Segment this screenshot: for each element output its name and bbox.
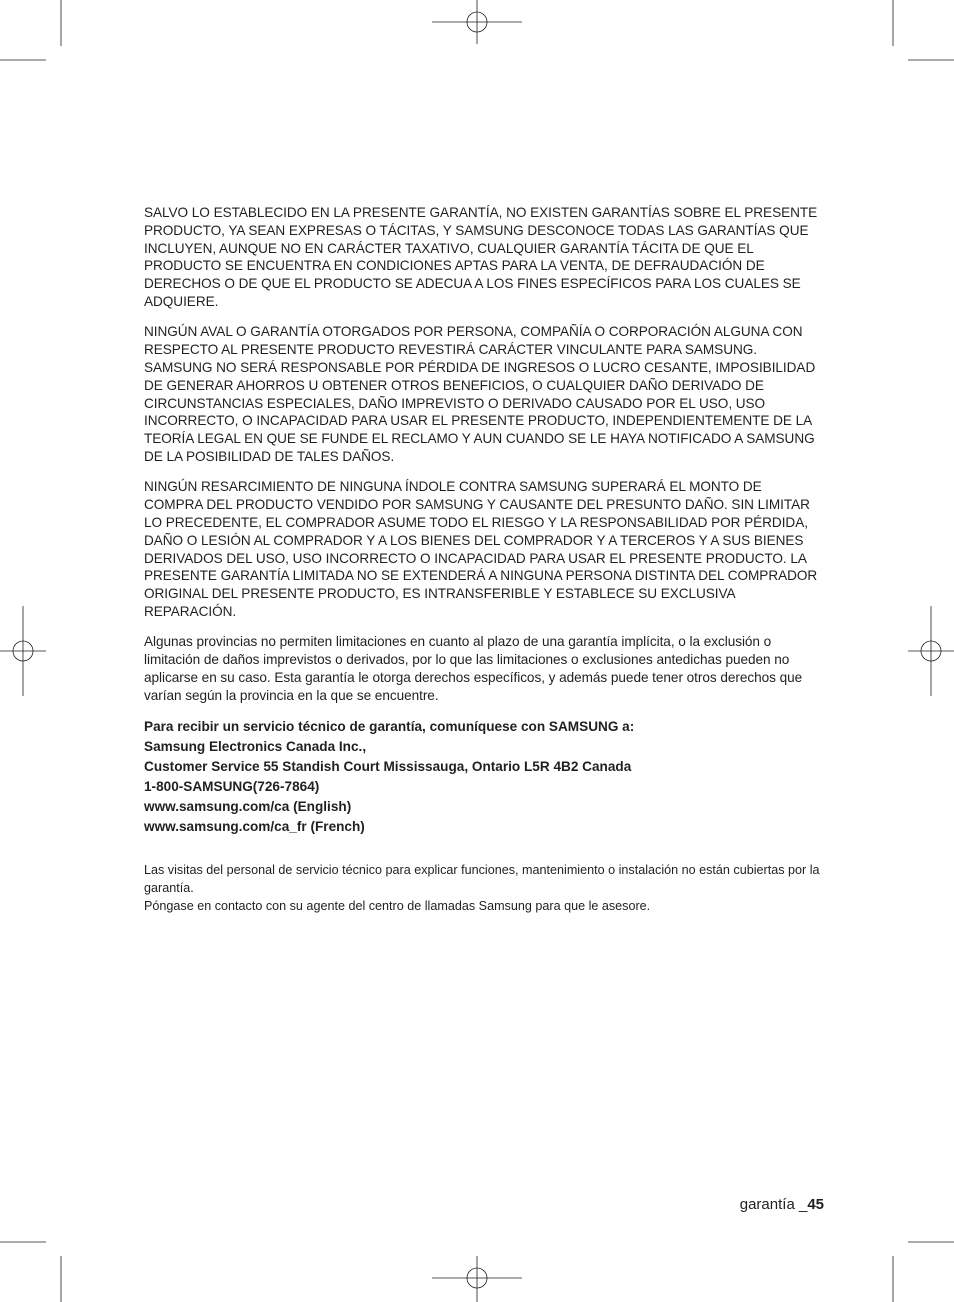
contact-web-english: www.samsung.com/ca (English) bbox=[144, 799, 352, 815]
disclaimer-paragraph-2: NINGÚN AVAL O GARANTÍA OTORGADOS POR PERSONA, COMPAÑÍA O CORPORACIÓN ALGUNA CON RESPECTO AL PRESENTE PRODUCTO REVESTIRÁ CARÁCTER VINCULANTE PARA SAMSUNG. SAMSUNG NO SERÁ RESPONSABLE POR PÉRDIDA DE INGRESOS O LUCRO CESANTE, IMPOSIBILIDAD DE GENERAR AHORROS U OBTENER OTROS BENEFICIOS, O CUALQUIER DAÑO DERIVADO DE CIRCUNSTANCIAS ESPECIALES, DAÑO IMPREVISTO O DERIVADO CAUSADO POR EL USO, USO INCORRECTO, O INCAPACIDAD PARA USAR EL PRESENTE PRODUCTO, INDEPENDIENTEMENTE DE LA TEORÍA LEGAL EN QUE SE FUNDE EL RECLAMO Y AUN CUANDO SE LE HAYA NOTIFICADO A SAMSUNG DE LA POSIBILIDAD DE TALES DAÑOS. bbox=[144, 324, 816, 464]
service-notes bbox=[144, 861, 824, 915]
contact-phone: 1-800-SAMSUNG(726-7864) bbox=[144, 779, 320, 795]
provinces-paragraph: Algunas provincias no permiten limitaciones en cuanto al plazo de una garantía implícita, o la exclusión o limitación de daños imprevistos o derivados, por lo que las limitaciones o exclusiones antedichas pueden no aplicarse en su caso. Esta garantía le otorga derechos específicos, y además puede tener otros derechos que varían según la provincia en la que se encuentre. bbox=[144, 634, 803, 703]
note-line-2: Póngase en contacto con su agente del centro de llamadas Samsung para que le asesore. bbox=[144, 899, 651, 914]
service-contact-block bbox=[144, 717, 824, 837]
contact-intro: Para recibir un servicio técnico de garantía, comuníquese con SAMSUNG a: bbox=[144, 719, 635, 735]
contact-company: Samsung Electronics Canada Inc., bbox=[144, 739, 367, 755]
footer-section-label: garantía _ bbox=[739, 1196, 808, 1213]
disclaimer-paragraph-3: NINGÚN RESARCIMIENTO DE NINGUNA ÍNDOLE CONTRA SAMSUNG SUPERARÁ EL MONTO DE COMPRA DEL PRODUCTO VENDIDO POR SAMSUNG Y CAUSANTE DEL PRESUNTO DAÑO. SIN LIMITAR LO PRECEDENTE, EL COMPRADOR ASUME TODO EL RIESGO Y LA RESPONSABILIDAD POR PÉRDIDA, DAÑO O LESIÓN AL COMPRADOR Y A LOS BIENES DEL COMPRADOR Y A TERCEROS Y A SUS BIENES DERIVADOS DEL USO, USO INCORRECTO O INCAPACIDAD PARA USAR EL PRESENTE PRODUCTO. LA PRESENTE GARANTÍA LIMITADA NO SE EXTENDERÁ A NINGUNA PERSONA DISTINTA DEL COMPRADOR ORIGINAL DEL PRESENTE PRODUCTO, ES INTRANSFERIBLE Y ESTABLECE SU EXCLUSIVA REPARACIÓN. bbox=[144, 479, 818, 619]
warranty-content bbox=[144, 204, 824, 915]
note-line-1: Las visitas del personal de servicio técnico para explicar funciones, mantenimiento o instalación no están cubiertas por la garantía. bbox=[144, 863, 820, 896]
contact-web-french: www.samsung.com/ca_fr (French) bbox=[144, 819, 365, 835]
disclaimer-paragraph-1: SALVO LO ESTABLECIDO EN LA PRESENTE GARANTÍA, NO EXISTEN GARANTÍAS SOBRE EL PRESENTE PRODUCTO, YA SEAN EXPRESAS O TÁCITAS, Y SAMSUNG DESCONOCE TODAS LAS GARANTÍAS QUE INCLUYEN, AUNQUE NO EN CARÁCTER TAXATIVO, CUALQUIER GARANTÍA TÁCITA DE QUE EL PRODUCTO SE ENCUENTRA EN CONDICIONES APTAS PARA LA VENTA, DE DEFRAUDACIÓN DE DERECHOS O DE QUE EL PRODUCTO SE ADECUA A LOS FINES ESPECÍFICOS PARA LOS CUALES SE ADQUIERE. bbox=[144, 205, 818, 309]
page-footer bbox=[740, 1196, 824, 1213]
page-number: 45 bbox=[807, 1196, 824, 1213]
contact-address: Customer Service 55 Standish Court Mississauga, Ontario L5R 4B2 Canada bbox=[144, 759, 632, 775]
